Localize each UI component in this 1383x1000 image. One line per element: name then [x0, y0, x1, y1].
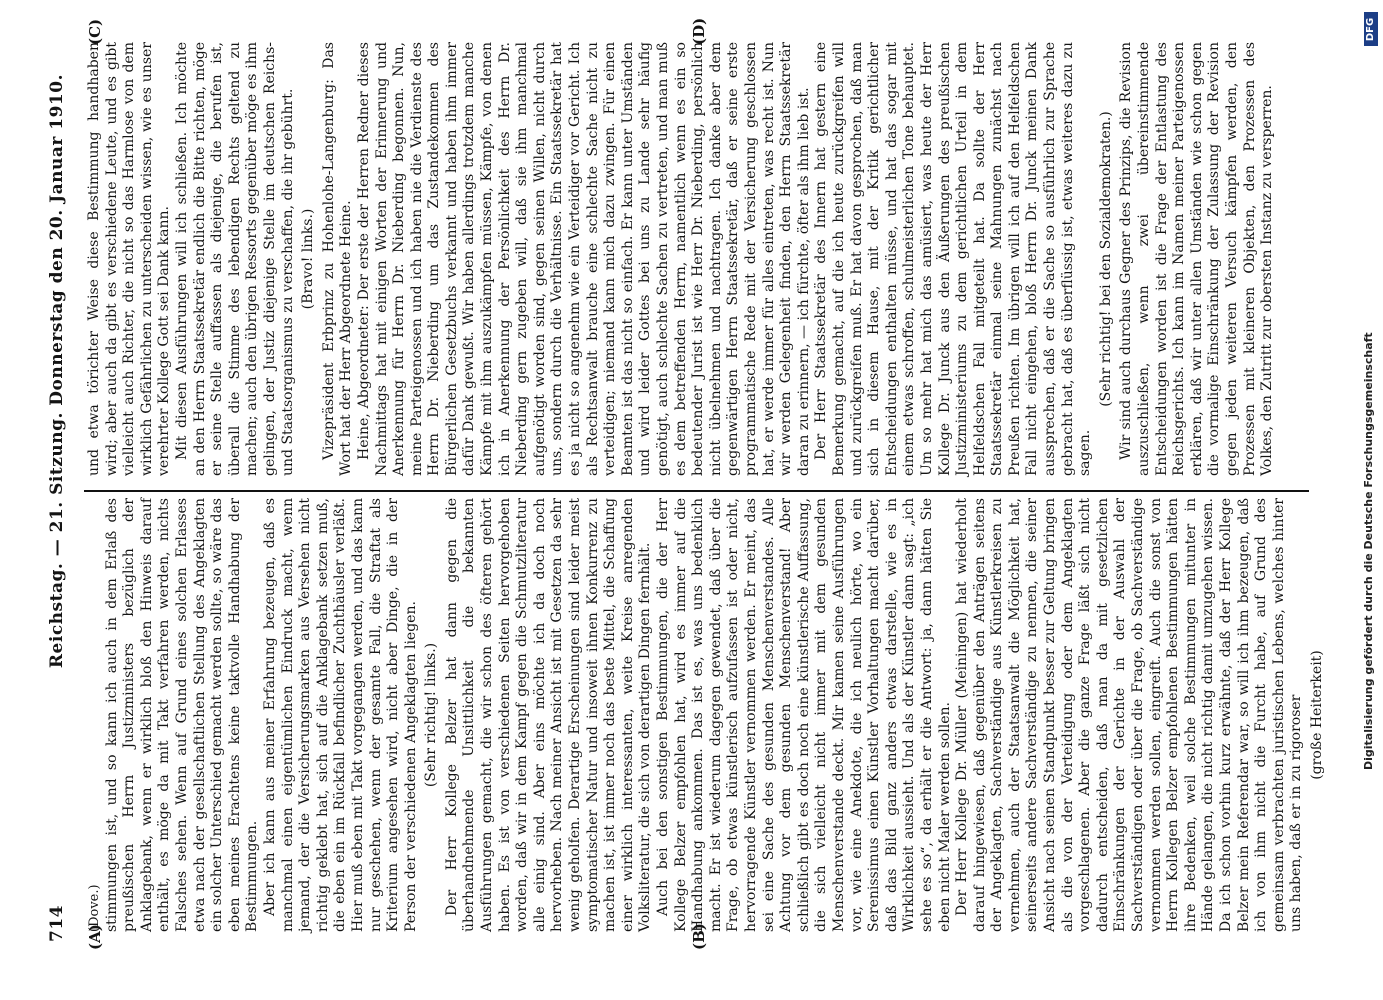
paragraph: Wir sind auch durchaus Gegner des Prinzips, die Revision auszuschließen, wenn zwei übereinstimmende Entscheidungen worden ist die Frage der Entlastung des Reichsgerichts. Ich kann im Namen meiner Parteigenossen erklären, daß wir unter allen Umständen wie schon gegen die vormalige Einschränkung der Zulassung der Revision gegen jeden weiteren Versuch kämpfen werden, den Prozessen mit kleineren Objekten, den Prozessen des Volkes, den Zutritt zur obersten Instanz zu versperren. — [1118, 42, 1276, 476]
paragraph: Aber ich kann aus meiner Erfahrung bezeugen, daß es manchmal einen eigentümlichen Eindruck macht, wenn jemand, der die Versicherungsmarken aus Versehen nicht richtig geklebt hat, sich auf die Anklagebank setzen muß, die eben ein im Rückfall befindlicher Zuchthäusler verläßt. Hier muß eben mit Takt vorgegangen werden, und das kann nur geschehen, wenn der gesamte Fall, die Straftat als Kriterium angesehen wird, nicht aber Dinge, die in der Person der verschiedenen Angeklagten liegen. — [261, 498, 419, 932]
margin-marker-c: (C) — [86, 18, 104, 45]
margin-marker-a: (A) — [86, 924, 104, 950]
paragraph: Vizepräsident Erbprinz zu Hohenlohe-Langenburg: Das Wort hat der Herr Abgeordnete Heine. — [320, 42, 355, 476]
interjection: (Bravo! links.) — [300, 208, 317, 310]
interjection: (Sehr richtig! links.) — [423, 642, 440, 788]
interjection: (große Heiterkeit) — [1308, 650, 1325, 780]
dfg-logo: DFG — [1364, 12, 1378, 46]
right-column — [86, 42, 1308, 476]
left-column — [86, 498, 1325, 932]
funding-note — [1360, 10, 1376, 990]
paragraph: und etwa törichter Weise diese Bestimmung handhaben wird; aber auch da gibt es verschiedene Leute, und es gibt vielleicht auch Richter, die nicht so das Harmlose von dem wirklich Gefährlichen zu unterscheiden wissen, wie es unser verehrter Kollege Gott sei Dank kann. — [86, 42, 173, 476]
page-header — [40, 74, 74, 942]
paragraph: Heine, Abgeordneter: Der erste der Herren Redner dieses Nachmittags hat mit einigen Worten der Erinnerung und Anerkennung für Herrn Dr. Nieberding begonnen. Nun, meine Parteigenossen und ich haben nie die Verdienste des Herrn Dr. Nieberding um das Zustandekommen des Bürgerlichen Gesetzbuchs verkannt und haben ihm immer dafür Dank gewußt. Wir haben allerdings trotzdem manche Kämpfe mit ihm auszukämpfen müssen, Kämpfe, von denen ich in Anerkennung der Persönlichkeit des Herrn Dr. Nieberding gern zugeben will, daß sie ihm manchmal aufgenötigt worden sind, gegen seinen Willen, nicht durch uns, sondern durch die Verhältnisse. Ein Staatssekretär hat es ja nicht so angenehm wie ein Verteidiger vor Gericht. Ich als Rechtsanwalt brauche eine schlechte Sache nicht zu verteidigen; niemand kann mich dazu zwingen. Für einen Beamten ist das nicht so einfach. Er kann unter Umständen und wird leider Gottes bei uns zu Lande sehr häufig genötigt, auch schlechte Sachen zu vertreten, und man muß es dem betreffenden Herrn, namentlich wenn es ein so bedeutender Jurist ist wie Herr Dr. Nieberding, persönlich nicht übelnehmen und nachtragen. Ich danke aber dem gegenwärtigen Herrn Staatssekretär, daß er seine erste programmatische Rede mit der Versicherung geschlossen hat, er werde immer für alles eintreten, was recht ist. Nun wir werden Gelegenheit finden, den Herrn Staatssekretär daran zu erinnern, — ich fürchte, öfter als ihm lieb ist. — [355, 42, 812, 476]
paragraph: Der Herr Staatssekretär des Innern hat gestern eine Bemerkung gemacht, auf die ich heute zurückgreifen will und zurückgreifen muß. Er hat davon gesprochen, daß man sich in diesem Hause, mit der Kritik gerichtlicher Entscheidungen enthalten müsse, und hat das sogar mit einem etwas schroffen, schulmeisterlichen Tone behauptet. Um so mehr hat mich das amüsiert, was heute der Herr Kollege Dr. Junck aus den Äußerungen des preußischen Justizministeriums zu dem gerichtlichen Urteil in dem Helfeldschen Fall mitgeteilt hat. Da sollte der Herr Staatssekretär einmal seine Mahnungen zunächst nach Preußen richten. Im übrigen will ich auf den Helfeldschen Fall nicht eingehen, bloß Herrn Dr. Junck meinen Dank aussprechen, daß er die Sache so ausführlich zur Sprache gebracht hat, daß es überflüssig ist, etwas weiteres dazu zu sagen. — [813, 42, 1094, 476]
page-title: Reichstag. — 21. Sitzung. Donnerstag den 20. Januar 1910. — [47, 74, 67, 669]
interjection: (Sehr richtig! bei den Sozialdemokraten.) — [1097, 111, 1114, 407]
paragraph: Der Herr Kollege Belzer hat dann gegen die überhandnehmende Unsittlichkeit die bekannten Ausführungen gemacht, die wir schon des öfteren gehört haben. Es ist von verschiedenen Seiten hervorgehoben worden, daß wir in dem Kampf gegen die Schmutzliteratur alle einig sind. Aber eins möchte ich da doch noch hervorheben. Nach meiner Ansicht ist mit Gesetzen da sehr wenig geholfen. Derartige Erscheinungen sind leider meist symptomatischer Natur und insoweit ihnen Konkurrenz zu machen ist, ist immer noch das beste Mittel, die Schaffung einer wirklich interessanten, weite Kreise anregenden Volksliteratur, die sich von derartigen Dingen fernhält. — [443, 498, 654, 932]
paragraph: stimmungen ist, und so kann ich auch in dem Erlaß des preußischen Herrn Justizministers bezüglich der Anklagebank, wenn er wirklich bloß den Hinweis darauf enthält, es möge da mit Takt verfahren werden, nichts Falsches sehen. Wenn auf Grund eines solchen Erlasses etwa nach der gesellschaftlichen Stellung des Angeklagten ein solcher Unterschied gemacht werden sollte, so wäre das eben meines Erachtens keine taktvolle Handhabung der Bestimmungen. — [103, 498, 261, 932]
margin-marker-b: (B) — [690, 923, 708, 950]
column-divider — [84, 490, 1309, 492]
page-number: 714 — [47, 905, 67, 942]
paragraph: Auch bei den sonstigen Bestimmungen, die der Herr Kollege Belzer empfohlen hat, wird es immer auf die Handhabung ankommen. Das ist es, was uns bedenklich macht. Er ist wiederum dagegen gewendet, daß über die Frage, ob etwas künstlerisch aufzufassen ist oder nicht, hervorragende Künstler vernommen werden. Er meint, das sei eine Sache des gesunden Menschenverstandes. Alle Achtung vor dem gesunden Menschenverstand! Aber schließlich gibt es doch noch eine künstlerische Auffassung, die sich vielleicht nicht immer mit dem gesunden Menschenverstande deckt. Mir kamen seine Ausführungen vor, wie eine Anekdote, die ich neulich hörte, wo ein Serenissimus einen Künstler Vorhaltungen macht darüber, daß das Bild ganz anders etwas darstelle, wie es in Wirklichkeit aussieht. Und als der Künstler dann sagt: „ich sehe es so“, da erhält er die Antwort: ja, dann hätten Sie eben nicht Maler werden sollen. — [655, 498, 953, 932]
paragraph: Der Herr Kollege Dr. Müller (Meiningen) hat wiederholt darauf hingewiesen, daß gegenüber den Anträgen seitens der Angeklagten, Sachverständige aus Künstlerkreisen zu vernehmen, auch der Staatsanwalt die Möglichkeit hat, seinerseits andere Sachverständige zu nennen, die seiner Ansicht nach seinen Standpunkt besser zur Geltung bringen als die von der Verteidigung oder dem Angeklagten vorgeschlagenen. Aber die ganze Frage läßt sich nicht dadurch entscheiden, daß man da mit gesetzlichen Einschränkungen der Gerichte in der Auswahl der Sachverständigen oder über die Frage, ob Sachverständige vernommen werden sollen, eingreift. Auch die sonst von Herrn Kollegen Belzer empfohlenen Bestimmungen hätten ihre Bedenken, weil solche Bestimmungen mitunter in Hände gelangen, die nicht richtig damit umzugehen wissen. Da ich schon vorhin kurz erwähnte, daß der Herr Kollege Belzer mein Referendar war, so will ich ihm bezeugen, daß ich von ihm nicht die Furcht habe, auf Grund des gemeinsam verbrachten juristischen Lebens, welches hinter uns haben, daß er in zu rigoroser — [954, 498, 1305, 932]
speaker-tag: (Dove.) — [87, 884, 102, 932]
margin-marker-d: (D) — [690, 17, 708, 45]
funding-note-text: Digitalisierung gefördert durch die Deutsche Forschungsgemeinschaft — [1362, 332, 1375, 770]
paragraph: Mit diesen Ausführungen will ich schließen. Ich möchte an den Herrn Staatssekretär endlich die Bitte richten, möge er seine Stelle auffassen als diejenige, die berufen ist, überall die Stimme des lebendigen Rechts geltend zu machen; auch den übrigen Ressorts gegenüber möge es ihm gelingen, der Justiz diejenige Stelle im deutschen Reichs- und Staatsorganismus zu verschaffen, die ihr gebührt. — [173, 42, 296, 476]
